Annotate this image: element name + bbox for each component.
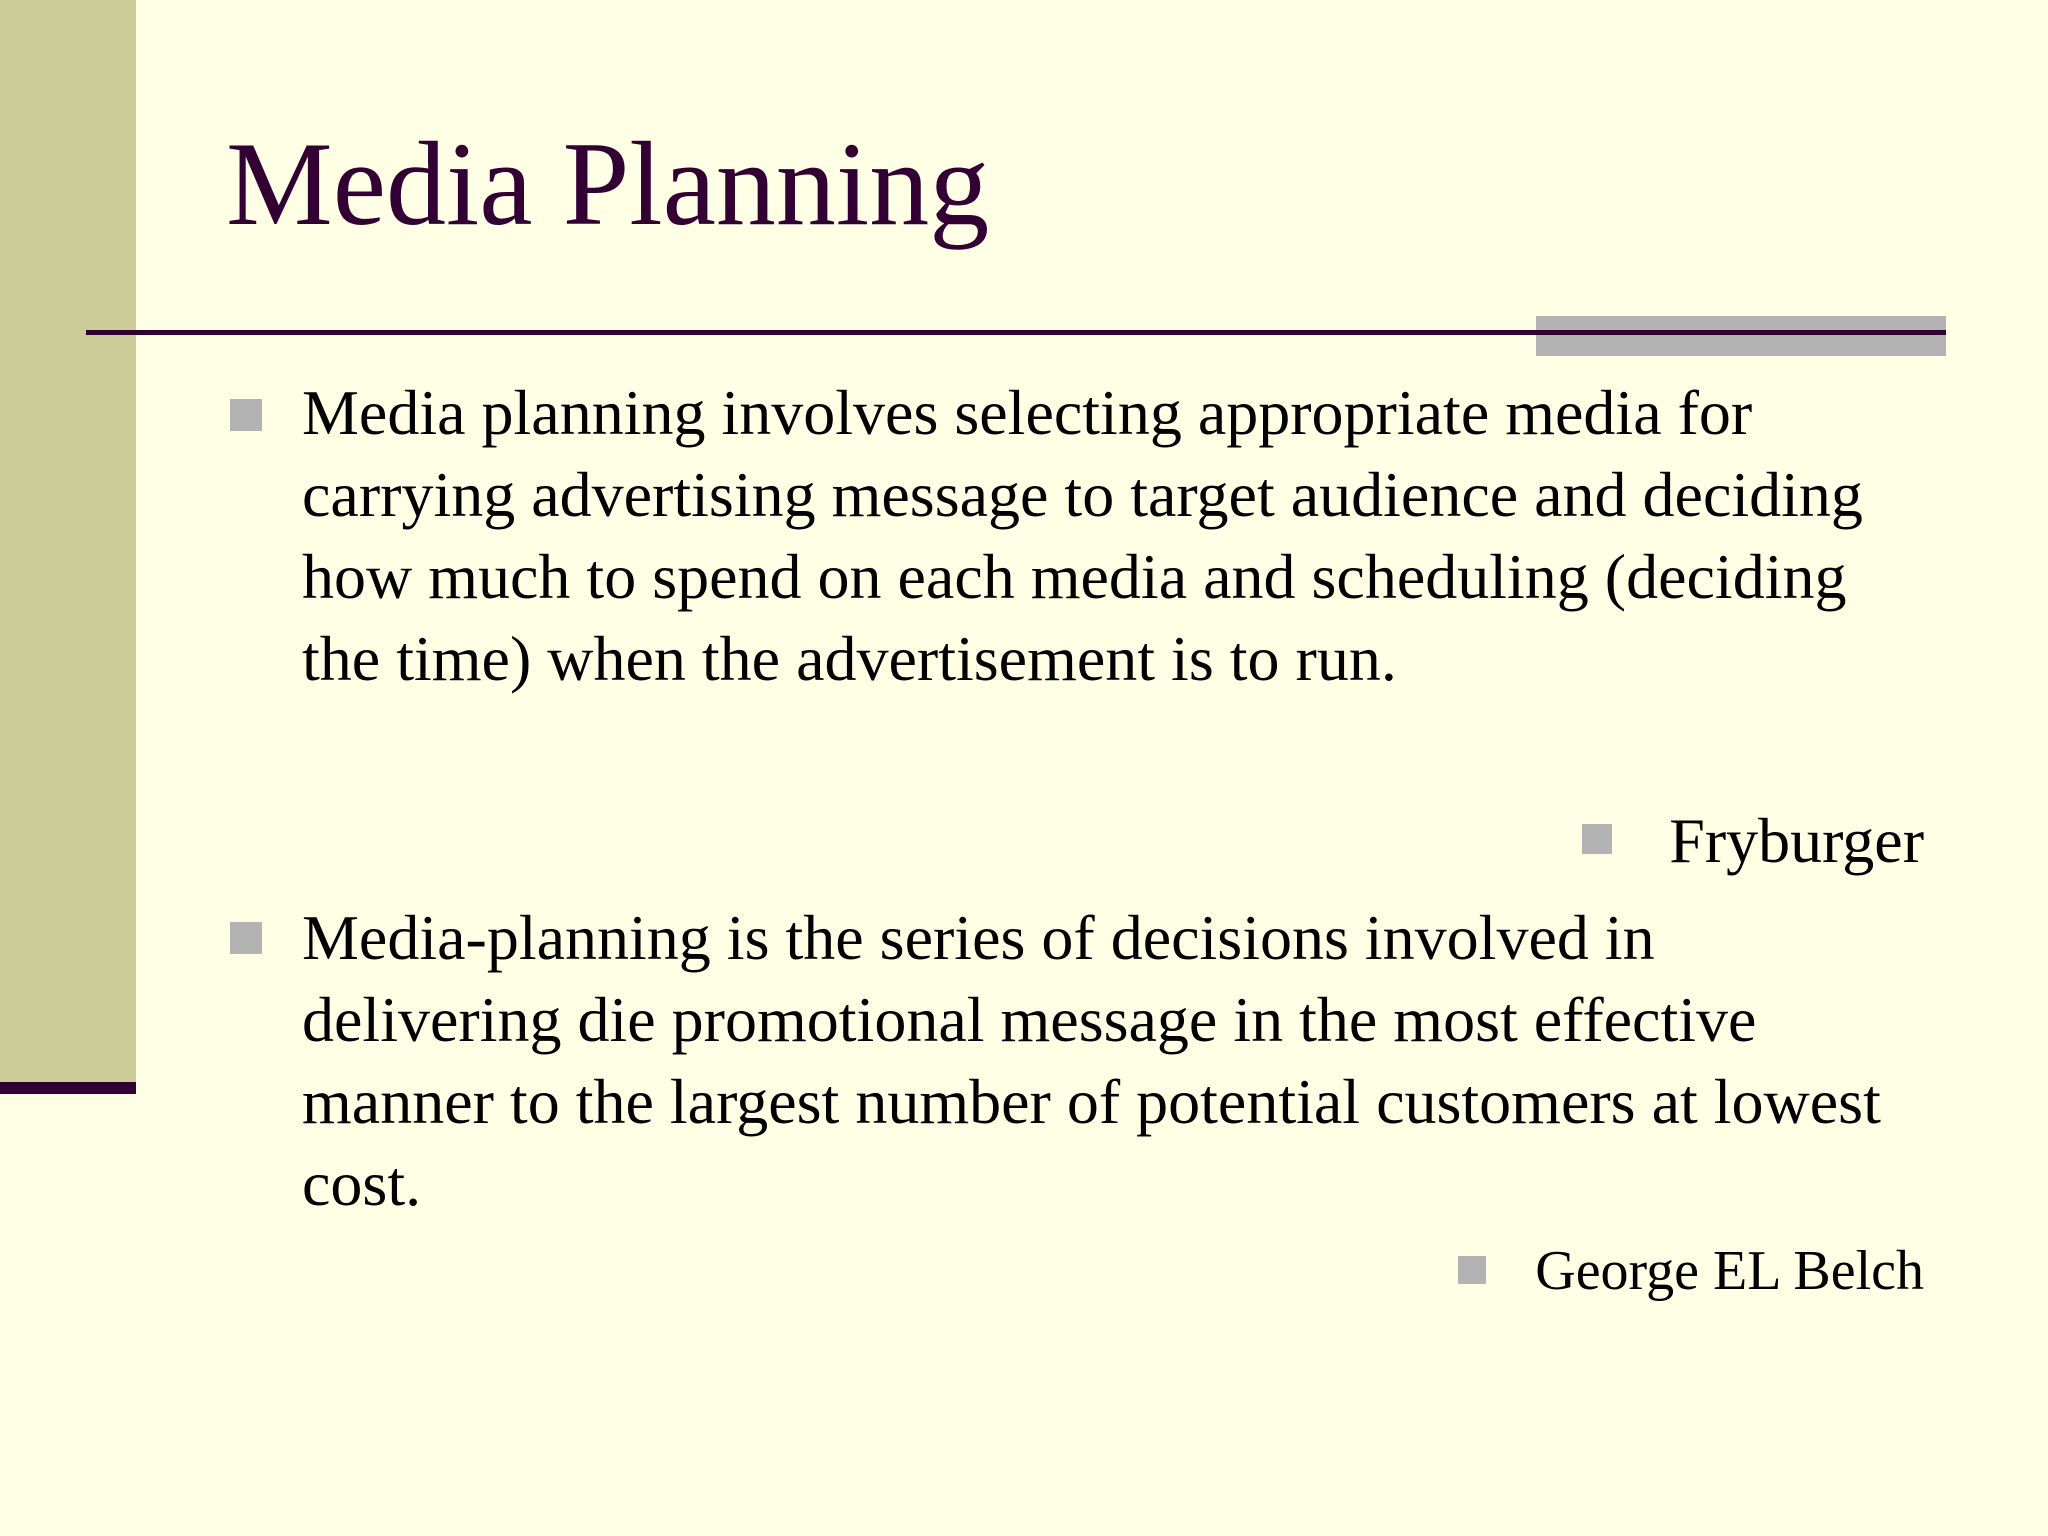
- definition-text-1: Media planning involves selecting appropriate media for carrying advertising message to target audience and deciding how much to spend on each media and scheduling (deciding the time) when the advertisement is to run.: [302, 377, 1863, 694]
- definition-text-2: Media-planning is the series of decisions involved in delivering die promotional message in the most effective manner to the largest number of potential customers at lowest cost.: [302, 902, 1881, 1219]
- left-band-underline: [0, 1082, 136, 1094]
- square-bullet-icon: [230, 922, 262, 954]
- title-divider-accent-line: [1536, 330, 1946, 335]
- square-bullet-icon: [230, 399, 262, 431]
- title-divider-accent: [1536, 316, 1946, 356]
- slide-title: Media Planning: [226, 117, 990, 250]
- square-bullet-icon: [1582, 824, 1612, 854]
- attribution-fryburger: Fryburger: [1669, 805, 1924, 876]
- square-bullet-icon: [1458, 1256, 1486, 1284]
- left-decorative-band: [0, 0, 136, 1082]
- attribution-george-el-belch: George EL Belch: [1535, 1240, 1924, 1302]
